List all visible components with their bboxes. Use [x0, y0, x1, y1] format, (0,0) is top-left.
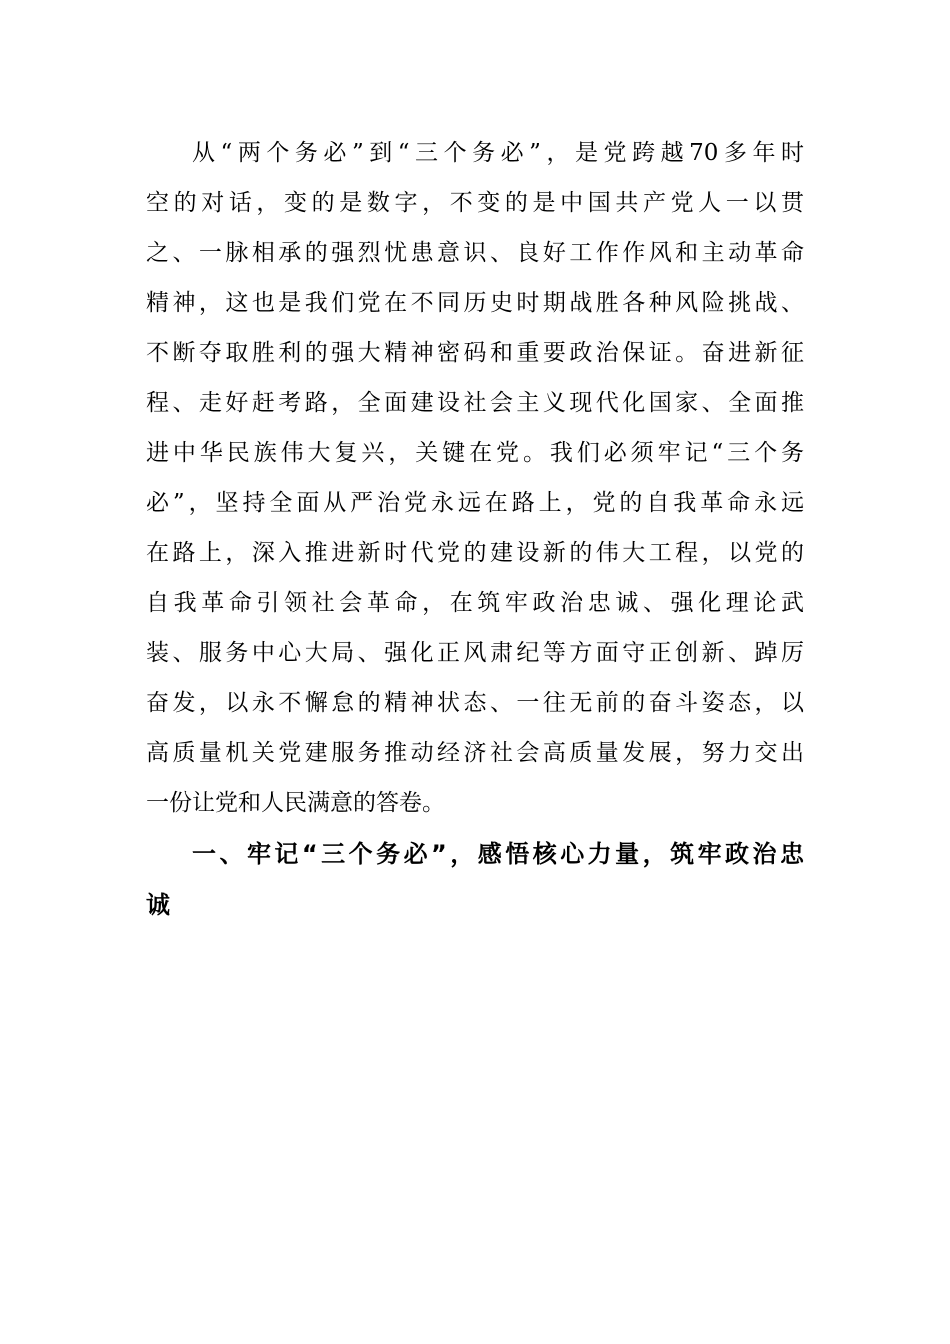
document-body	[146, 128, 804, 930]
paragraph-line: 装、服务中心大局、强化正风肃纪等方面守正创新、踔厉	[146, 640, 804, 666]
paragraph-line: 在路上，深入推进新时代党的建设新的伟大工程，以党的	[146, 540, 804, 566]
paragraph-line: 进中华民族伟大复兴，关键在党。我们必须牢记“三个务	[146, 440, 804, 466]
paragraph-line: 自我革命引领社会革命，在筑牢政治忠诚、强化理论武	[146, 590, 804, 616]
paragraph-line: 一份让党和人民满意的答卷。	[146, 790, 445, 816]
heading-line: 一、牢记“三个务必”，感悟核心力量，筑牢政治忠	[192, 840, 804, 868]
paragraph-line: 奋发，以永不懈怠的精神状态、一往无前的奋斗姿态，以	[146, 690, 804, 716]
paragraph-line: 从“两个务必”到“三个务必”，是党跨越70多年时	[192, 140, 804, 166]
paragraph-line: 之、一脉相承的强烈忧患意识、良好工作作风和主动革命	[146, 240, 804, 266]
heading-line: 诚	[146, 891, 170, 919]
paragraph-line: 精神，这也是我们党在不同历史时期战胜各种风险挑战、	[146, 290, 804, 316]
paragraph-line: 不断夺取胜利的强大精神密码和重要政治保证。奋进新征	[146, 340, 804, 366]
paragraph-line: 程、走好赶考路，全面建设社会主义现代化国家、全面推	[146, 390, 804, 416]
intro-paragraph	[146, 128, 804, 828]
paragraph-line: 必”，坚持全面从严治党永远在路上，党的自我革命永远	[146, 490, 804, 516]
paragraph-line: 高质量机关党建服务推动经济社会高质量发展，努力交出	[146, 740, 804, 766]
paragraph-line: 空的对话，变的是数字，不变的是中国共产党人一以贯	[146, 190, 804, 216]
section-heading	[146, 829, 804, 930]
